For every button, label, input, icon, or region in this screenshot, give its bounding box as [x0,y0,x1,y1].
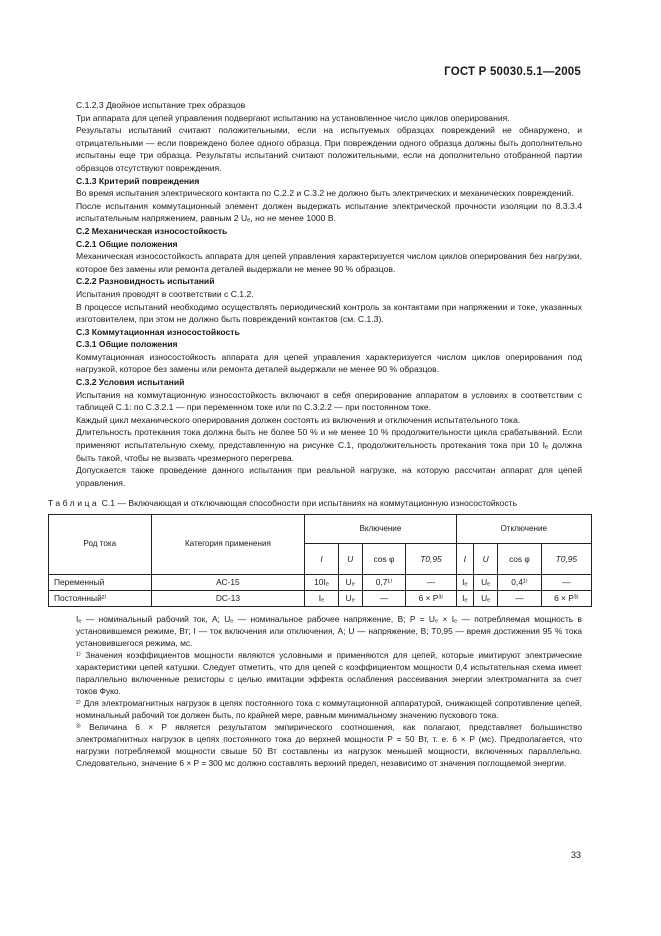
sub-header: U [474,544,498,575]
table-row [49,575,592,591]
paragraph: Механическая износостойкость аппарата для цепей управления характеризуется числом циклов оперирования без нагрузки, которое без замены или ремонта деталей выдержали не менее 90 % образцов. [76,251,582,274]
paragraph: Результаты испытаний считают положительными, если на испытуемых образцах повреждений не обнаружено, и отрицательными — если повреждено более одного образца. При повреждении одного образца должны быть дополнительно испытаны еще три образца. Результаты испытаний считают положительными, если на дополнительно отобранной партии образцов отсутствуют повреждения. [76,125,582,173]
switching-capacity-table [48,514,592,607]
cell-category: АС-15 [151,575,305,591]
cell: 6 × P³⁾ [541,591,591,607]
document-body [48,99,582,769]
page-number: 33 [570,850,581,860]
sub-header: U [338,544,362,575]
paragraph: После испытания коммутационный элемент должен выдержать испытание электрической прочности изоляции по 8.3.3.4 испытательным напряжением, равным 2 Uₑ, но не менее 1000 В. [76,200,582,224]
cell: Uₑ [338,575,362,591]
group-make: Включение [305,515,456,544]
sub-header: T0,95 [406,544,456,575]
clause-heading: С.3.1 Общие положения [76,339,178,350]
standard-header: ГОСТ Р 50030.5.1—2005 [444,66,581,78]
sub-header: I [305,544,338,575]
cell: Iₑ [305,591,338,607]
group-break: Отключение [456,515,592,544]
table-row [49,591,592,607]
table-caption-label: Таблица [48,498,100,509]
cell-kind: Постоянный²⁾ [49,591,152,607]
paragraph: В процессе испытаний необходимо осуществлять периодический контроль за контактами при напряжении и токе, указанных изготовителем, при этом не должно быть повреждений контактов (см. С.1.3). [76,301,582,325]
sub-header: I [456,544,474,575]
paragraph: Коммутационная износостойкость аппарата для цепей управления характеризуется числом циклов оперирования под нагрузкой, которое без замены или ремонта деталей выдержали не менее 90 % образцов. [76,351,582,375]
cell: Iₑ [456,575,474,591]
paragraph: Допускается также проведение данного испытания при реальной нагрузке, на которую рассчитан аппарат для цепей управления. [76,465,582,488]
cell: — [406,575,456,591]
section-heading: С.3 Коммутационная износостойкость [76,326,240,337]
sub-header: T0,95 [541,544,591,575]
cell: Uₑ [474,591,498,607]
cell: — [498,591,542,607]
cell: Iₑ [456,591,474,607]
cell: Uₑ [474,575,498,591]
sub-header: cos φ [362,544,406,575]
paragraph: Испытания проводят в соответствии с С.1.2. [76,288,254,299]
footnote: ²⁾ Для электромагнитных нагрузок в цепях постоянного тока с коммутационной аппаратурой, снижающей сопротивление цепей, номинальный рабочий ток должен быть, по крайней мере, равным минимальному значению пускового тока. [76,698,582,720]
col-category: Категория применения [151,515,305,575]
col-current-kind: Род тока [49,515,152,575]
cell: 6 × P³⁾ [406,591,456,607]
cell: 0,4¹⁾ [498,575,542,591]
footnote: ¹⁾ Значения коэффициентов мощности являются условными и применяются для цепей, которые имитируют электрические характеристики цепей катушки. Следует отметить, что для цепей с коэффициентом мощности 0,4 испытательная схема имеет параллельно включенные резисторы с целью имитации эффекта ослабления рассеивания энергии электромагнита за счет токов Фуко. [76,650,582,696]
cell: — [541,575,591,591]
clause-heading: С.3.2 Условия испытаний [76,377,185,388]
cell: 0,7¹⁾ [362,575,406,591]
table-legend: Iₑ — номинальный рабочий ток, А; Uₑ — номинальное рабочее напряжение, В; P = Uₑ × Iₑ — потребляемая мощность в установившемся режиме, Вт; I — ток включения или отключения, А; U — напряжение, В; T0,95 — время достижения 95 % тока установившегося режима, мс. [76,614,582,648]
clause-heading: С.1.2.3 Двойное испытание трех образцов [76,100,246,110]
table-notes [76,613,582,769]
cell: Uₑ [338,591,362,607]
table-caption [48,497,582,510]
table-caption-text: С.1 — Включающая и отключающая способности при испытаниях на коммутационную износостойкость [101,498,518,509]
clause-heading: С.2.1 Общие положения [76,238,178,249]
sub-header: cos φ [498,544,542,575]
paragraph: Три аппарата для цепей управления подвергают испытанию на установленное число циклов оперирования. [76,112,510,123]
clause-heading: С.1.3 Критерий повреждения [76,175,200,186]
paragraph: Испытания на коммутационную износостойкость включают в себя оперирование аппаратом в условиях в соответствии с таблицей С.1: по С.3.2.1 — при переменном токе или по С.3.2.2 — при постоянном токе. [76,389,582,413]
paragraph: Во время испытания электрического контакта по С.2.2 и С.3.2 не должно быть электрических и механических повреждений. [76,188,574,199]
paragraph: Длительность протекания тока должна быть не более 50 % и не менее 10 % продолжительности цикла срабатываний. Если применяют испытательную схему, представленную на рисунке С.1, продолжительность протекания тока при 10 Iₑ должна быть такой, чтобы не вызвать чрезмерного перегрева. [76,427,582,463]
cell-kind: Переменный [49,575,152,591]
cell: 10Iₑ [305,575,338,591]
cell: — [362,591,406,607]
footnote: ³⁾ Величина 6 × P является результатом эмпирического соотношения, как полагают, представляет большинство электромагнитных нагрузок в цепях постоянного тока до верхней мощности P = 50 Вт, т. е. 6 × P (мс). Предполагается, что нагрузки потребляемой мощности свыше 50 Вт составлены из нагрузок меньшей мощности, включенных параллельно. Следовательно, значение 6 × P = 300 мс должно составлять верхний предел, независимо от значения поглощаемой энергии. [76,722,582,768]
clause-heading: С.2.2 Разновидность испытаний [76,276,215,287]
paragraph: Каждый цикл механического оперирования должен состоять из включения и отключения испытательного тока. [76,414,521,425]
section-heading: С.2 Механическая износостойкость [76,225,228,236]
cell-category: DC-13 [151,591,305,607]
